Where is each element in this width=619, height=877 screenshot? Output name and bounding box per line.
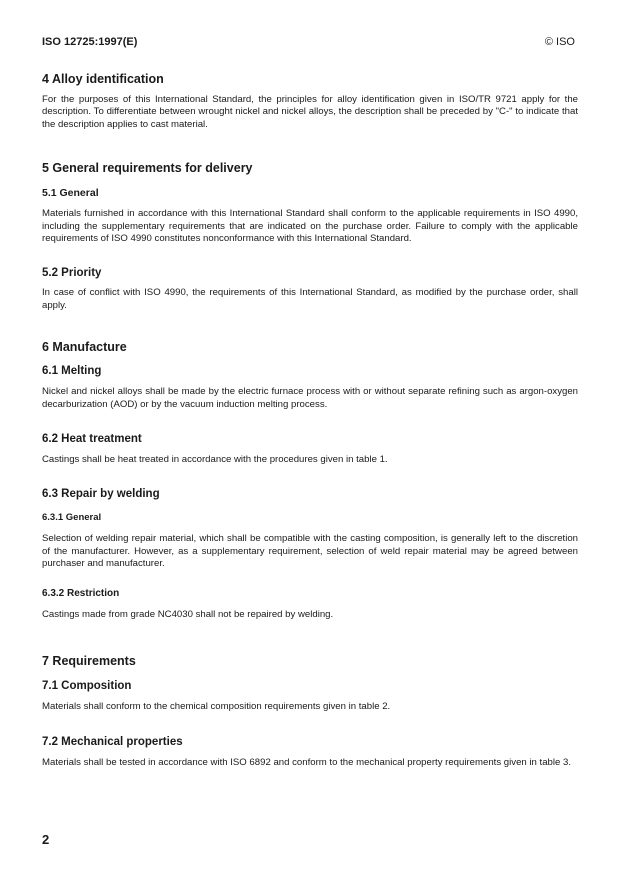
- section-6-3-2-heading: 6.3.2 Restriction: [42, 587, 120, 599]
- section-5-2-paragraph: In case of conflict with ISO 4990, the requirements of this International Standard, as modified by the purchase order, shall apply.: [42, 287, 578, 311]
- section-6-heading: 6 Manufacture: [42, 340, 127, 355]
- section-7-2-paragraph: Materials shall be tested in accordance with ISO 6892 and conform to the mechanical property requirements given in table 3.: [42, 756, 572, 768]
- document-id: ISO 12725:1997(E): [42, 36, 138, 48]
- section-6-2-heading: 6.2 Heat treatment: [42, 433, 142, 446]
- section-5-2-heading: 5.2 Priority: [42, 267, 102, 280]
- section-6-1-paragraph: Nickel and nickel alloys shall be made by the electric furnace process with or without separate refining such as argon-oxygen decarburization (AOD) or by the vacuum induction melting process.: [42, 386, 578, 410]
- section-6-3-heading: 6.3 Repair by welding: [42, 488, 160, 501]
- section-6-3-1-heading: 6.3.1 General: [42, 512, 102, 524]
- section-7-2-heading: 7.2 Mechanical properties: [42, 735, 183, 748]
- copyright-mark: © ISO: [544, 36, 575, 48]
- section-6-2-paragraph: Castings shall be heat treated in accordance with the procedures given in table 1.: [42, 454, 388, 466]
- section-6-3-2-paragraph: Castings made from grade NC4030 shall not be repaired by welding.: [42, 608, 334, 620]
- section-5-1-heading: 5.1 General: [42, 187, 99, 200]
- page-number: 2: [42, 832, 50, 847]
- section-4-paragraph: For the purposes of this International Standard, the principles for alloy identification given in ISO/TR 9721 apply for the description. To differentiate between wrought nickel and nickel alloys, the description shall be preceded by "C-" to indicate that the description applies to cast material.: [42, 94, 578, 130]
- section-7-heading: 7 Requirements: [42, 654, 136, 669]
- section-6-3-1-paragraph: Selection of welding repair material, which shall be compatible with the casting composition, is generally left to the discretion of the manufacturer. However, as a supplementary requirement, selection of weld repair material may be agreed between purchaser and manufacturer.: [42, 533, 578, 570]
- section-7-1-paragraph: Materials shall conform to the chemical composition requirements given in table 2.: [42, 701, 391, 713]
- section-6-1-heading: 6.1 Melting: [42, 365, 102, 378]
- section-7-1-heading: 7.1 Composition: [42, 680, 132, 693]
- section-4-heading: 4 Alloy identification: [42, 72, 164, 86]
- page-content: [42, 72, 578, 769]
- section-5-heading: 5 General requirements for delivery: [42, 161, 253, 176]
- section-5-1-paragraph: Materials furnished in accordance with this International Standard shall conform to the applicable requirements in ISO 4990, including the supplementary requirements that are indicated on the purchase order. Failure to comply with the applicable requirements of ISO 4990 constitutes nonconformance with this International Standard.: [42, 208, 578, 245]
